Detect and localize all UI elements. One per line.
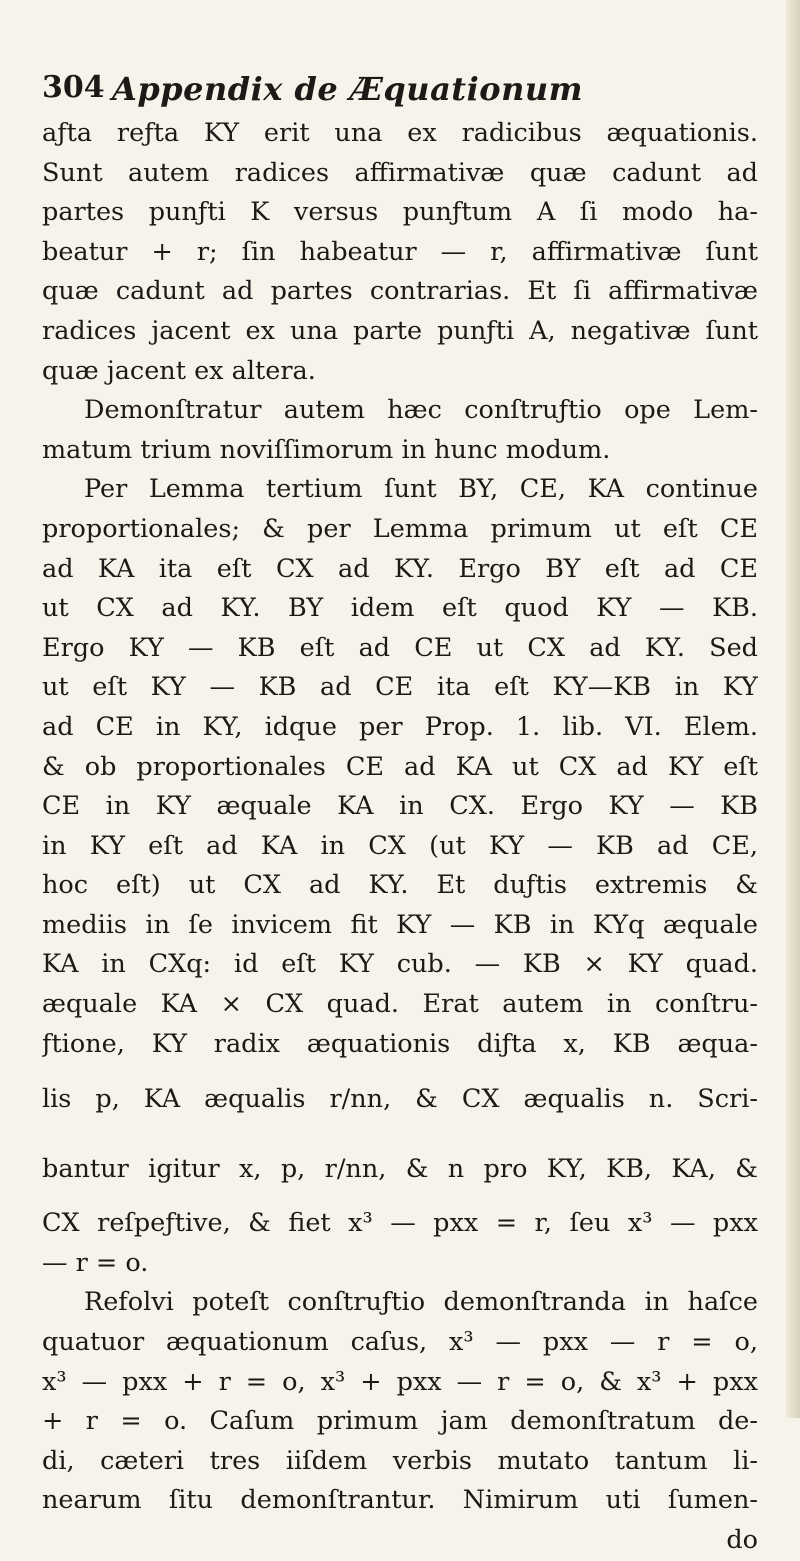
page-header	[42, 70, 742, 120]
text-line: ad KA ita eſt CX ad KY. Ergo BY eſt ad CE	[42, 553, 758, 584]
text-line: — r = o.	[42, 1247, 149, 1278]
text-line: lis p, KA æqualis r/nn, & CX æqualis n. Scri-	[42, 1084, 758, 1115]
text-line: ut CX ad KY. BY idem eſt quod KY — KB.	[42, 593, 758, 624]
text-line: + r = o. Caſum primum jam demonſtratum de-	[42, 1406, 758, 1437]
text-line: quatuor æquationum caſus, x³ — pxx — r = o,	[42, 1327, 758, 1358]
page-edge	[786, 0, 800, 1418]
text-line: quæ jacent ex altera.	[42, 355, 316, 386]
text-line: KA in CXq: id eſt KY cub. — KB × KY quad.	[42, 949, 758, 980]
text-line: mediis in ſe invicem fit KY — KB in KYq æquale	[42, 909, 758, 940]
text-line: æquale KA × CX quad. Erat autem in conſtru-	[42, 989, 758, 1020]
text-line: nearum ſitu demonſtrantur. Nimirum uti ſumen-	[42, 1485, 758, 1516]
text-line: x³ — pxx + r = o, x³ + pxx — r = o, & x³ + pxx	[42, 1366, 758, 1397]
text-line: radices jacent ex una parte punƒti A, negativæ ſunt	[42, 315, 758, 346]
text-line: ad CE in KY, idque per Prop. 1. lib. VI. Elem.	[42, 711, 758, 742]
text-line: hoc eſt) ut CX ad KY. Et duƒtis extremis &	[42, 870, 758, 901]
text-line: & ob proportionales CE ad KA ut CX ad KY eſt	[42, 751, 758, 782]
text-line: quæ cadunt ad partes contrarias. Et ſi affirmativæ	[42, 276, 758, 307]
text-line: bantur igitur x, p, r/nn, & n pro KY, KB, KA, &	[42, 1154, 758, 1185]
text-line: matum trium noviſſimorum in hunc modum.	[42, 434, 611, 465]
text-line: ut eſt KY — KB ad CE ita eſt KY—KB in KY	[42, 672, 758, 703]
text-line: Demonſtratur autem hæc conſtruƒtio ope Lem-	[84, 395, 758, 426]
text-line: di, cæteri tres iiſdem verbis mutato tantum li-	[42, 1445, 758, 1476]
text-line: Refolvi poteſt conſtruƒtio demonſtranda in haſce	[84, 1287, 758, 1318]
text-line: proportionales; & per Lemma primum ut eſt CE	[42, 513, 758, 544]
running-head: Appendix de Æquationum	[112, 70, 583, 108]
page-number: 304	[42, 70, 105, 105]
text-line: CX reſpeƒtive, & fiet x³ — pxx = r, ſeu x³ — pxx	[42, 1208, 758, 1239]
text-line: Per Lemma tertium ſunt BY, CE, KA continue	[84, 474, 758, 505]
catchword: do	[726, 1525, 758, 1555]
text-line: beatur + r; ſin habeatur — r, affirmativæ ſunt	[42, 236, 758, 267]
text-line: partes punƒti K versus punƒtum A ſi modo ha-	[42, 197, 758, 228]
text-line: aƒta reƒta KY erit una ex radicibus æquationis.	[42, 118, 758, 148]
text-line: ƒtione, KY radix æquationis diƒta x, KB æqua-	[42, 1028, 758, 1059]
text-line: in KY eſt ad KA in CX (ut KY — KB ad CE,	[42, 830, 758, 861]
text-line: Ergo KY — KB eſt ad CE ut CX ad KY. Sed	[42, 632, 758, 663]
text-line: CE in KY æquale KA in CX. Ergo KY — KB	[42, 791, 758, 822]
body-text	[42, 114, 758, 1561]
text-line: Sunt autem radices affirmativæ quæ cadunt ad	[42, 157, 758, 188]
